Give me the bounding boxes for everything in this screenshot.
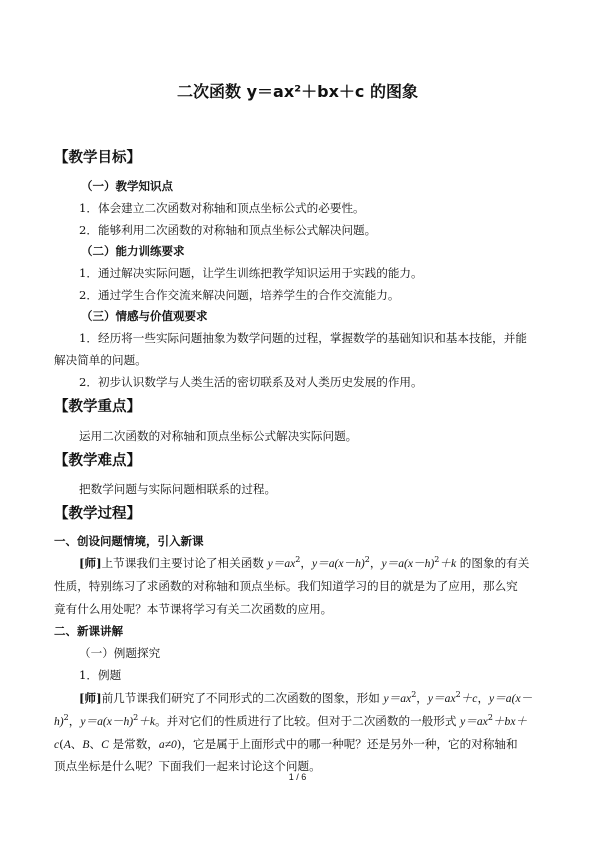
process-p2-line4: 顶点坐标是什么呢？下面我们一起来讨论这个问题。 [54, 759, 321, 773]
goal-e1-line1: 1．经历将一些实际问题抽象为数学问题的过程，掌握数学的基础知识和基本技能，并能 [79, 331, 527, 345]
part2-heading: 二、新课讲解 [54, 624, 123, 638]
goal-a2: 2．通过学生合作交流来解决问题，培养学生的合作交流能力。 [79, 288, 400, 302]
keypoint-text: 运用二次函数的对称轴和顶点坐标公式解决实际问题。 [79, 429, 358, 443]
section-heading-difficulty: 【教学难点】 [54, 453, 141, 469]
section-heading-goals: 【教学目标】 [54, 150, 141, 166]
process-p1-line2: 性质，特别练习了求函数的对称轴和顶点坐标。我们知道学习的目的就是为了应用，那么究 [54, 579, 518, 593]
goal-e2: 2．初步认识数学与人类生活的密切联系及对人类历史发展的作用。 [79, 375, 423, 389]
goal-k2: 2．能够利用二次函数的对称轴和顶点坐标公式解决问题。 [79, 223, 377, 237]
subheading-emotion: （三）情感与价值观要求 [81, 309, 208, 323]
process-p1-line3: 竟有什么用处呢？本节课将学习有关二次函数的应用。 [54, 602, 333, 616]
part1-heading: 一、创设问题情境，引入新课 [54, 534, 204, 548]
example-number: 1．例题 [79, 668, 122, 682]
subheading-ability: （二）能力训练要求 [81, 244, 185, 258]
page-number: 1 / 6 [288, 772, 307, 782]
subheading-knowledge: （一）教学知识点 [81, 179, 173, 193]
process-p2-line1: [师]前几节课我们研究了不同形式的二次函数的图象，形如 $y=ax^2$，$y=ax^2+c$，y＝a(x－ [79, 690, 533, 705]
goal-a1: 1．通过解决实际问题，让学生训练把教学知识运用于实践的能力。 [79, 266, 423, 280]
page-title: 二次函数 y＝ax²＋bx＋c 的图象 [177, 82, 418, 101]
goal-e1-line2: 解决简单的问题。 [54, 353, 147, 367]
section-heading-process: 【教学过程】 [54, 506, 141, 522]
example-subheading: （一）例题探究 [79, 646, 161, 660]
process-p1-line1: [师]上节课我们主要讨论了相关函数 $y=ax^2$，$y=a(x-h)^2$，$y=a(x-h)^2+k$ 的图象的有关 [79, 555, 530, 570]
goal-k1: 1．体会建立二次函数对称轴和顶点坐标公式的必要性。 [79, 201, 365, 215]
process-p2-line3: c(A、B、C 是常数，a≠0)，它是属于上面形式中的哪一种呢？还是另外一种，它的对称轴和 [54, 737, 518, 751]
section-heading-keypoint: 【教学重点】 [54, 399, 141, 415]
process-p2-line2: h)$^2$，$y=a(x-h)^2+k$。并对它们的性质进行了比较。但对于二次函数的一般形式 $y=ax^2+bx+$ [54, 713, 528, 728]
difficulty-text: 把数学问题与实际问题相联系的过程。 [79, 482, 277, 496]
